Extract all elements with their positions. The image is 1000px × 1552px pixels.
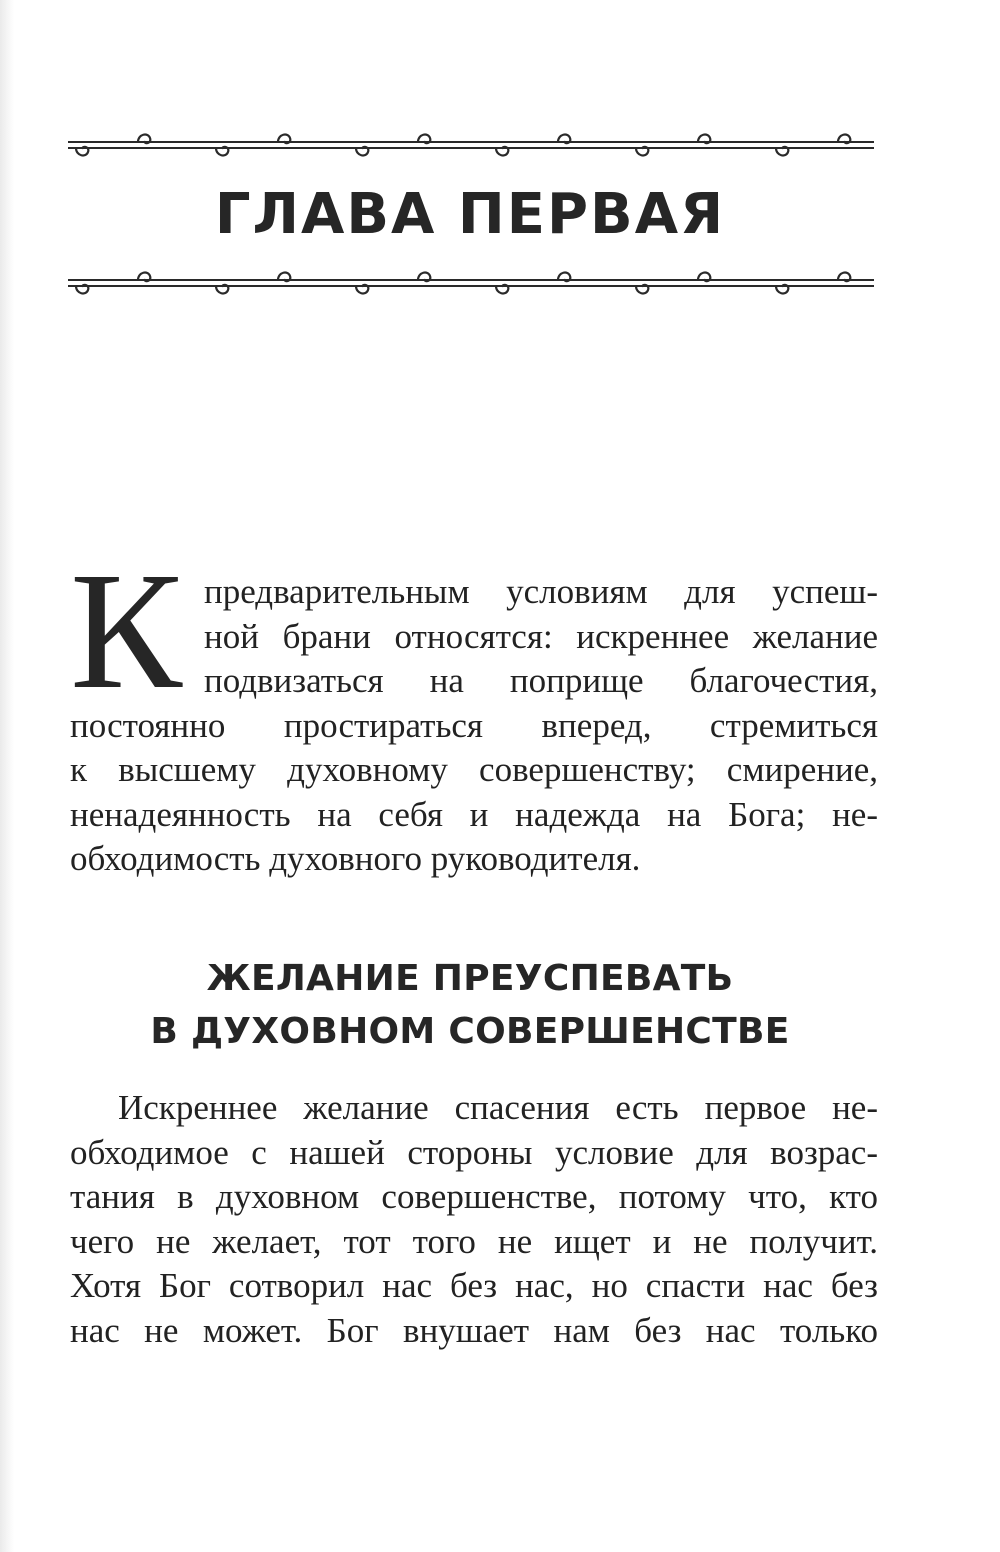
body-line: обходимое с нашей стороны условие для возрас- — [70, 1132, 878, 1172]
intro-line: предварительным условиям для успеш- — [204, 572, 878, 611]
intro-line: подвизаться на поприще благочестия, — [204, 661, 878, 700]
chapter-title: ГЛАВА ПЕРВАЯ — [214, 182, 726, 247]
section-heading — [0, 952, 940, 1058]
section-heading-line: ЖЕЛАНИЕ ПРЕУСПЕВАТЬ — [206, 958, 734, 999]
section-heading-line: В ДУХОВНОМ СОВЕРШЕНСТВЕ — [150, 1011, 790, 1052]
intro-line: ненадеянность на себя и надежда на Бога; не- — [70, 794, 878, 834]
body-paragraph — [70, 1086, 878, 1353]
drop-cap-letter: К — [70, 538, 183, 724]
body-line: нас не может. Бог внушает нам без нас только — [70, 1310, 878, 1350]
ornament-border-top — [68, 128, 874, 168]
body-line: Искреннее желание спасения есть первое не- — [118, 1088, 878, 1127]
body-line: чего не желает, тот того не ищет и не получит. — [70, 1221, 878, 1261]
intro-line: обходимость духовного руководителя. — [70, 839, 641, 878]
ornament-border-bottom — [68, 266, 874, 306]
body-line: тания в духовном совершенстве, потому что, кто — [70, 1177, 878, 1216]
body-line: Хотя Бог сотворил нас без нас, но спасти нас без — [70, 1266, 878, 1305]
intro-line: постоянно простираться вперед, стремиться — [70, 705, 878, 745]
ornament-swirl-graphic — [68, 266, 874, 306]
intro-line: ной брани относятся: искреннее желание — [204, 616, 878, 656]
intro-line: к высшему духовному совершенству; смирение, — [70, 750, 878, 789]
ornament-swirl-graphic — [68, 128, 874, 168]
intro-paragraph — [70, 570, 878, 882]
